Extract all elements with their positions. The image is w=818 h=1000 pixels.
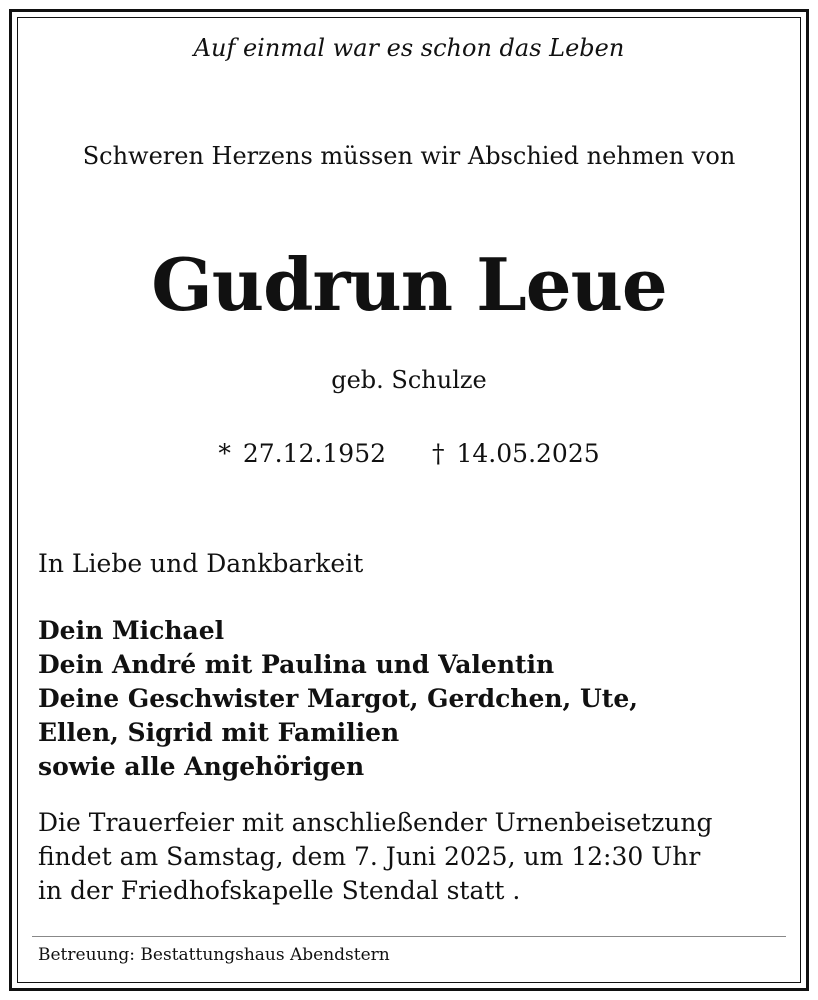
ceremony-line: in der Friedhofskapelle Stendal statt . — [38, 876, 521, 905]
mourner-line: Dein Michael — [38, 616, 225, 645]
birth-symbol: * — [218, 439, 231, 468]
birth-date: 27.12.1952 — [242, 439, 386, 468]
mourners-list — [38, 614, 638, 784]
caretaker-credit: Betreuung: Bestattungshaus Abendstern — [38, 945, 390, 965]
deceased-name: Gudrun Leue — [151, 242, 667, 327]
mourner-line: Ellen, Sigrid mit Familien — [38, 718, 400, 747]
ceremony-line: findet am Samstag, dem 7. Juni 2025, um 12:30 Uhr — [38, 842, 701, 871]
ceremony-line: Die Trauerfeier mit anschließender Urnenbeisetzung — [38, 808, 713, 837]
mourner-line: Deine Geschwister Margot, Gerdchen, Ute, — [38, 684, 638, 713]
intro-text: Schweren Herzens müssen wir Abschied nehmen von — [82, 142, 736, 170]
ceremony-info — [38, 806, 712, 908]
death-symbol: † — [432, 439, 445, 468]
motto: Auf einmal war es schon das Leben — [193, 34, 625, 62]
mourner-line: Dein André mit Paulina und Valentin — [38, 650, 555, 679]
death-date: 14.05.2025 — [456, 439, 600, 468]
birth-name: geb. Schulze — [331, 366, 487, 394]
mourner-line: sowie alle Angehörigen — [38, 752, 365, 781]
life-dates — [0, 436, 818, 472]
footer-divider — [32, 936, 786, 937]
thanks-line: In Liebe und Dankbarkeit — [38, 549, 364, 578]
